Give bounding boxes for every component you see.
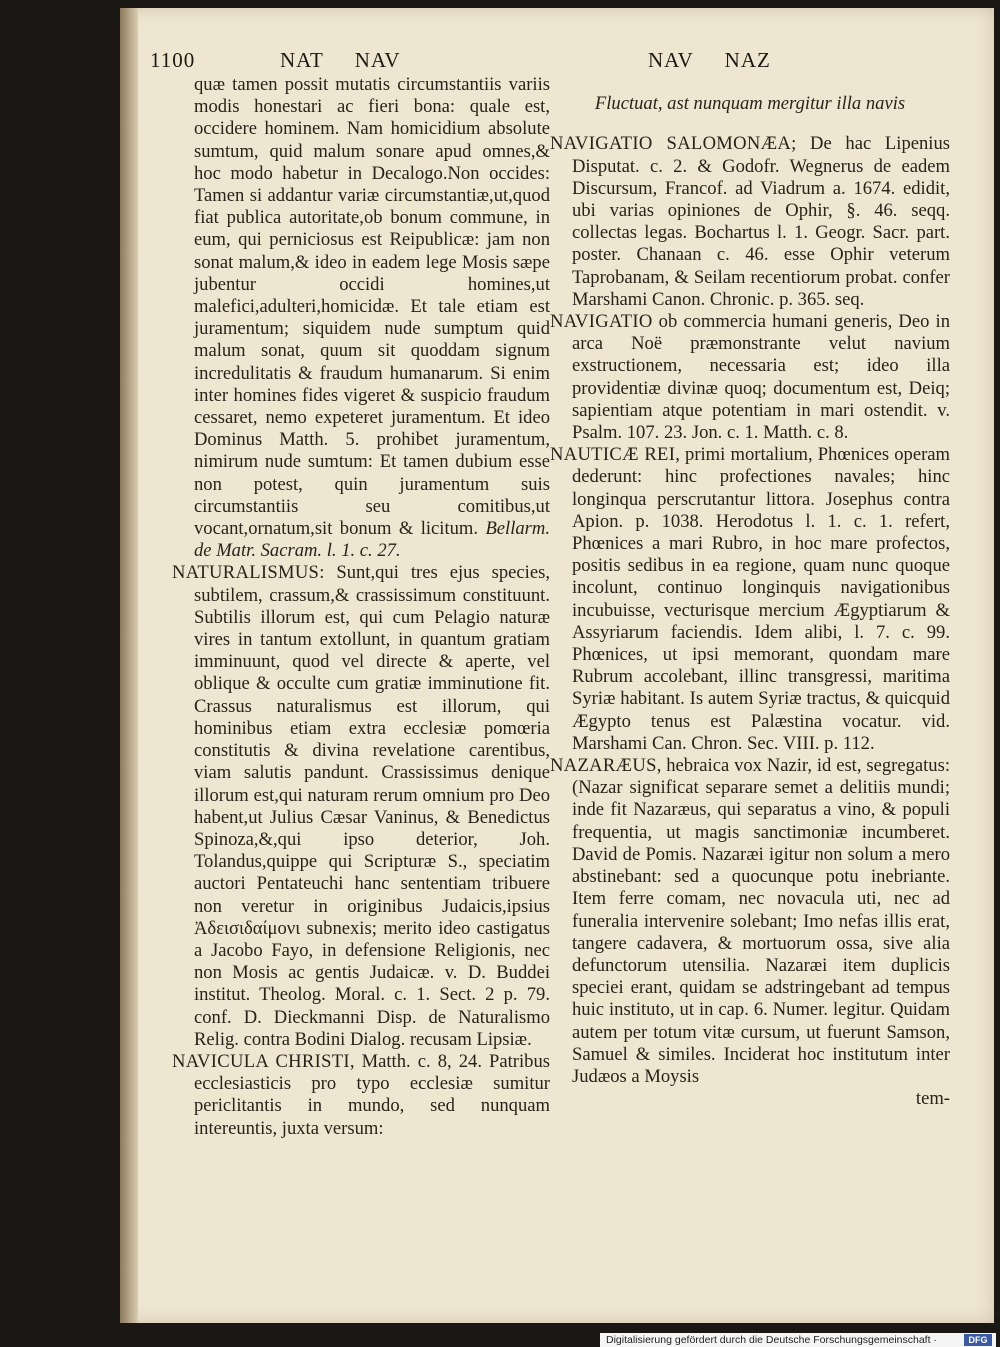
running-head-left: NAT NAV: [280, 48, 401, 72]
continued-paragraph: quæ tamen possit mutatis circumstantiis variis modis honestari ac fieri bona: quale est, occidere hominem. Nam homicidium absolute sumtum, quid malum sonare apud omnes,& hoc modo habetur in Decalogo.Non occides: Tamen si addantur variæ circumstantiæ,ut,quod fiat publica autoritate,ob bonum commune, in eum, qui perniciosus est Reipublicæ: jam non sonat malum,& ideo in eadem lege Mosis sæpe jubentur occidi homines,ut malefici,adulteri,homicidæ. Et tale etiam est juramentum; siquidem nude sumptum quid malum sonat, quum sit quoddam signum incredulitatis & fraudum humanarum. Si enim inter homines fides vigeret & suspicio fraudum cessaret, nemo expeteret juramentum. Et ideo Dominus Matth. 5. prohibet juramentum, nimirum nude sumtum: Et tamen dubium esse non potest, quin juramentum suis circumstantiis seu comitibus,ut vocant,ornatum,sit bonum & licitum. Bellarm. de Matr. Sacram. l. 1. c. 27.: [194, 74, 550, 562]
catchword: tem-: [915, 1088, 950, 1110]
entry-navigatio-salomonaea: [550, 133, 950, 311]
entry-nazaraeus: [550, 755, 950, 1088]
verse-line: Fluctuat, ast nunquam mergitur illa navis: [594, 92, 906, 114]
book-page: [120, 8, 994, 1323]
entry-text: ; De hac Lipenius Disputat. c. 2. & Godofr. Wegnerus de eadem Discursum, Francof. ad Viadrum a. 1674. edidit, ubi varias opiniones de Ophir, §. 46. seqq. collectas legas. Bochartus l. 1. Geogr. Sacr. part. poster. Chanaan c. 46. esse Ophir veterum Taprobanam, & Seilam recentiorum probat. confer Marshami Canon. Chronic. p. 365. seq.: [572, 133, 950, 310]
entry-navigatio: [550, 311, 950, 444]
running-head-right: NAV NAZ: [648, 48, 771, 72]
dfg-logo: DFG: [964, 1334, 992, 1346]
lemma: NAVIGATIO SALOMONÆA: [550, 133, 792, 155]
citation: Bellarm. de Matr. Sacram. l. 1. c. 27.: [194, 518, 550, 562]
funding-footer: [600, 1333, 996, 1347]
entry-text: , Matth. c. 8, 24. Patribus ecclesiasticis pro typo ecclesiæ sumitur periclitantis in mundo, sed nunquam intereuntis, juxta versum:: [194, 1050, 550, 1139]
lemma: NAVICULA CHRISTI: [172, 1050, 350, 1072]
lemma: NAVIGATIO: [550, 311, 653, 333]
page-number: 1100: [150, 48, 196, 72]
left-column: [172, 74, 550, 1140]
entry-nauticae-rei: [550, 444, 950, 755]
lemma: NATURALISMUS: [172, 562, 320, 584]
entry-naturalismus: [172, 562, 550, 1050]
entry-text: , primi mortalium, Phœnices operam dederunt: hinc profectiones navales; hinc longinqua perscrutantur littora. Josephus contra Apion. p. 1038. Herodotus l. 1. c. 1. refert, Phœnices a mari Rubro, in hoc mare profectos, positis sedibus in ea regione, quam nunc quoque incolunt, continuo longinquis navigationibus incubuisse, vecturisque mercium Ægyptiarum & Assyriarum faciendis. Idem alibi, l. 7. c. 99. Phœnices, ut ipsi memorant, quondam mare Rubrum accolebant, illinc transgressi, maritima Syriæ habitant. Is autem Syriæ tractus, & quicquid Ægypto tenus est Palæstina vocatur. vid. Marshami Can. Chron. Sec. VIII. p. 112.: [572, 444, 950, 754]
footer-text: Digitalisierung gefördert durch die Deutsche Forschungsgemeinschaft ·: [606, 1334, 937, 1346]
lemma: NAZARÆUS: [550, 755, 657, 777]
lemma: NAUTICÆ REI: [550, 444, 676, 466]
entry-text: , hebraica vox Nazir, id est, segregatus: (Nazar significat separare semet a delitiis mundi; inde fit Nazaræus, qui separatus a vino, & populi frequentia, ut magis sanctimoniæ incumberet. David de Pomis. Nazaræi igitur non solum a mero abstinebant: sed a quocunque potu inebriante. Item ferre comam, nec novacula uti, nec ad funeralia intervenire solebant; Imo nefas illis erat, tangere cadavera, & mortuorum ossa, sive alia defunctorum utensilia. Nazaræi item duplicis speciei erant, quidam se adstringebant ad tempus huic instituto, ut in cap. 6. Numer. legitur. Quidam autem per totum vitæ cursum, ut fuerunt Samson, Samuel & similes. Inciderat hoc institutum inter Judæos a Moysis: [572, 755, 950, 1087]
right-column: [550, 74, 950, 1110]
entry-text: ob commercia humani generis, Deo in arca Noë præmonstrante velut navium exstructionem, necessaria est; ideo illa providentiæ divinæ quoq; documentum est, Deiq; sapientiam atque potentiam in mari ostendit. v. Psalm. 107. 23. Jon. c. 1. Matth. c. 8.: [572, 311, 950, 444]
entry-text: : Sunt,qui tres ejus species, subtilem, crassum,& crassissimum constituunt. Subtilis illorum est, qui cum Pelagio naturæ vires in tantum extollunt, in quantum gratiam imminuunt, quod vel directe & aperte, vel oblique & occulte cum gratiæ imminutione fit. Crassus naturalismus est illorum, qui hominibus etiam extra ecclesiæ pomœria constitutis & divina revelatione carentibus, viam salutis pandunt. Crassissimus denique illorum est,qui naturam rerum omnium pro Deo habent,ut Julius Cæsar Vaninus, & Benedictus Spinoza,&,qui ipso deterior, Joh. Tolandus,quippe qui Scripturæ S., speciatim auctori Pentateuchi hanc sententiam tribuere non veretur in originibus Judaicis,ipsius Ἀδεισιδαίμονι subnexis; merito ideo castigatus a Jacobo Fayo, in defensione Religionis, nec non Mosis ac gentis Judaicæ. v. D. Buddei institut. Theolog. Moral. c. 1. Sect. 2 p. 79. conf. D. Dieckmanni Disp. de Naturalismo Relig. contra Bodini Dialog. recusam Lipsiæ.: [194, 562, 550, 1050]
entry-navicula-christi: [172, 1051, 550, 1140]
binding-gutter: [120, 8, 138, 1323]
